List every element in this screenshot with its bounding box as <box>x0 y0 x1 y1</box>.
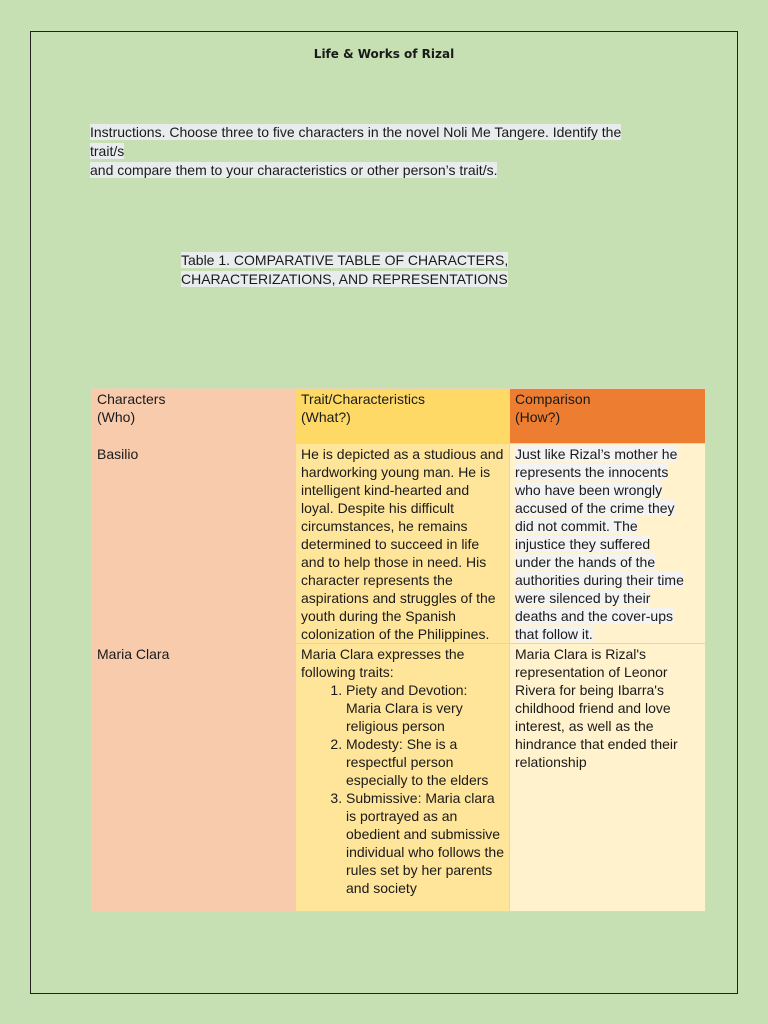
trait-item: 1. Piety and Devotion: Maria Clara is very religious person <box>346 681 504 735</box>
table-row <box>92 644 706 912</box>
instructions-paragraph <box>90 123 680 180</box>
trait-list <box>301 681 504 897</box>
document-header: Life & Works of Rizal <box>313 47 455 61</box>
caption-line-1: Table 1. COMPARATIVE TABLE OF CHARACTERS, <box>181 252 509 268</box>
comparison-line: were silenced by their <box>515 590 651 606</box>
comparison-table <box>91 388 706 912</box>
header-comparison-sub: (How?) <box>515 409 561 425</box>
comparison-line: injustice they suffered <box>515 536 651 552</box>
header-comparison-title: Comparison <box>515 391 591 407</box>
comparison-line: did not commit. The <box>515 518 638 534</box>
trait-item: 3. Submissive: Maria clara is portrayed as an obedient and submissive individual who follows the rules set by her parents and society <box>346 789 504 897</box>
comparison-line: accused of the crime they <box>515 500 675 516</box>
comparison-line: under the hands of the <box>515 554 656 570</box>
comparison-line: that follow it. <box>515 626 593 642</box>
header-characters-sub: (Who) <box>97 409 136 425</box>
character-trait: He is depicted as a studious and hardworking young man. He is intelligent kind-hearted and loyal. Despite his difficult circumstances, he remains determined to succeed in life and to help those in need. His character represents the aspirations and struggles of the youth during the Spanish colonization of the Philippines. <box>296 444 510 644</box>
comparison-line: Just like Rizal’s mother he <box>515 446 678 462</box>
header-characters-title: Characters <box>97 391 166 407</box>
character-comparison <box>510 444 706 644</box>
comparison-line: deaths and the cover-ups <box>515 608 673 624</box>
character-name: Maria Clara <box>92 644 296 912</box>
instructions-line-1: Instructions. Choose three to five characters in the novel Noli Me Tangere. Identify the <box>90 124 622 140</box>
header-traits-sub: (What?) <box>301 409 351 425</box>
comparison-line: authorities during their time <box>515 572 684 588</box>
caption-line-2: CHARACTERIZATIONS, AND REPRESENTATIONS <box>181 271 508 287</box>
instructions-line-3: and compare them to your characteristics or other person’s trait/s. <box>90 162 498 178</box>
table-row <box>92 444 706 644</box>
header-comparison <box>510 389 706 444</box>
trait-intro: Maria Clara expresses the following traits: <box>301 646 465 680</box>
header-traits-title: Trait/Characteristics <box>301 391 425 407</box>
character-name: Basilio <box>92 444 296 644</box>
header-traits <box>296 389 510 444</box>
character-trait <box>296 644 510 912</box>
instructions-line-2: trait/s <box>90 143 125 159</box>
header-characters <box>92 389 296 444</box>
table-caption <box>181 251 508 289</box>
comparison-line: represents the innocents <box>515 464 669 480</box>
character-comparison: Maria Clara is Rizal's representation of Leonor Rivera for being Ibarra's childhood friend and love interest, as well as the hindrance that ended their relationship <box>510 644 706 912</box>
trait-item: 2. Modesty: She is a respectful person especially to the elders <box>346 735 504 789</box>
comparison-line: who have been wrongly <box>515 482 663 498</box>
table-header-row <box>92 389 706 444</box>
